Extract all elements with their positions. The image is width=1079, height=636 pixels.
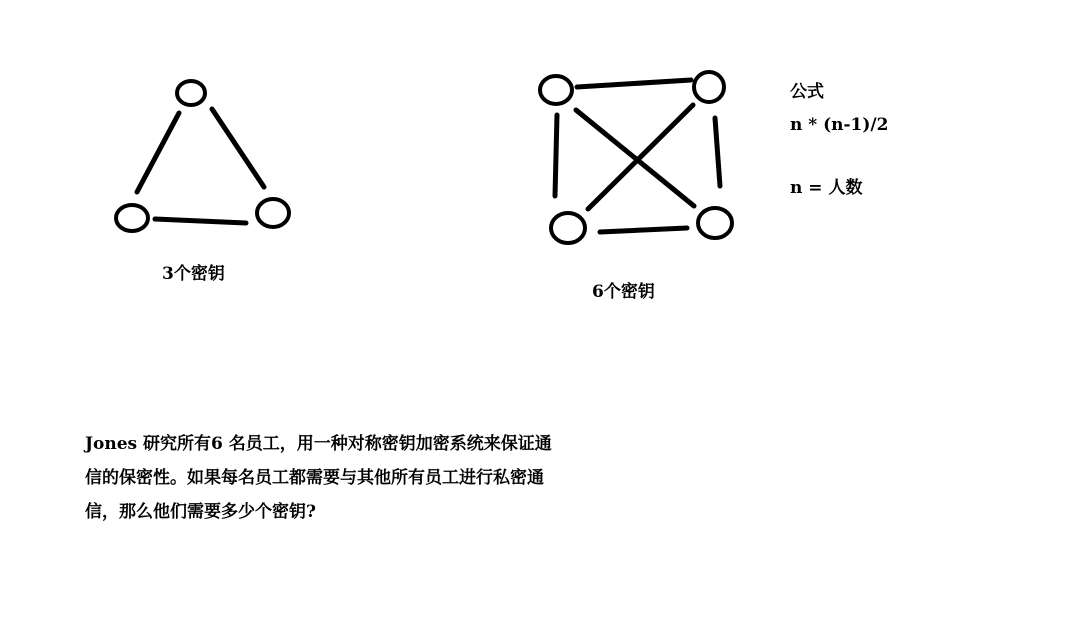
right-diagram-caption: 6个密钥	[592, 282, 655, 302]
formula-expression: n * (n-1)/2	[790, 115, 889, 135]
edge-top-right	[212, 109, 264, 187]
node-bottom-right	[698, 208, 732, 238]
left-diagram-caption: 3个密钥	[162, 264, 225, 284]
question-line: 信的保密性。如果每名员工都需要与其他所有员工进行私密通	[85, 468, 544, 488]
edge-top-left	[137, 113, 179, 192]
formula-heading: 公式	[790, 82, 824, 102]
node-bottom-left	[551, 213, 585, 243]
edge-right	[715, 118, 720, 186]
question-line: Jones 研究所有6 名员工，用一种对称密钥加密系统来保证通	[85, 434, 552, 454]
node-bottom-left	[116, 205, 148, 231]
edge-top	[577, 80, 691, 87]
node-bottom-right	[257, 199, 289, 227]
node-top-left	[540, 76, 572, 104]
three-person-key-diagram	[116, 81, 289, 231]
edge-bottom	[600, 228, 687, 232]
node-top	[177, 81, 205, 105]
edge-bottom	[155, 219, 246, 223]
edge-left	[555, 115, 557, 196]
question-text	[85, 427, 645, 529]
question-line: 信，那么他们需要多少个密钥?	[85, 502, 316, 522]
node-top-right	[694, 72, 724, 102]
four-person-key-diagram	[540, 72, 732, 243]
formula-variable-note: n = 人数	[790, 178, 863, 198]
